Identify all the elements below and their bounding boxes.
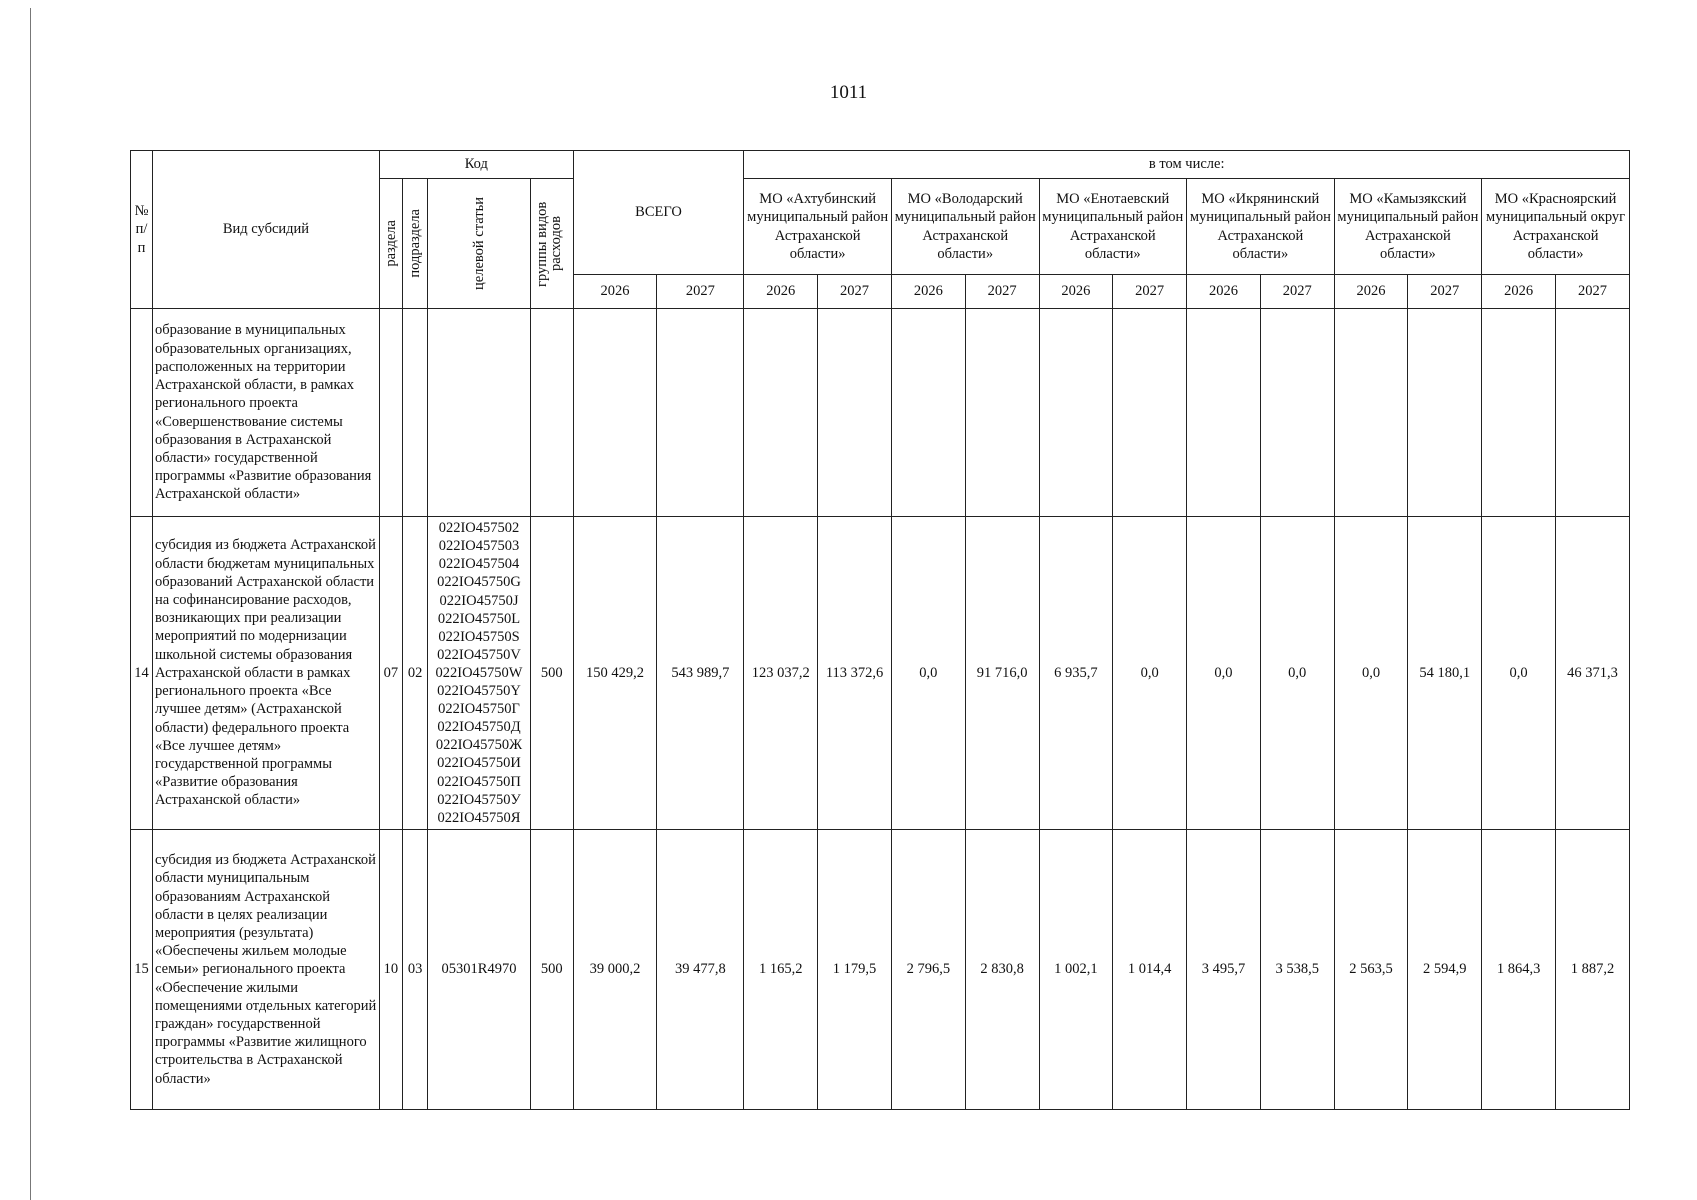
header-kod-gruppy-vidov: группы видов расходов bbox=[530, 179, 573, 309]
target-code: 022IO45750W bbox=[435, 664, 523, 681]
value-cell bbox=[1334, 309, 1408, 517]
value-cell: 1 014,4 bbox=[1113, 830, 1187, 1110]
value-cell: 2 796,5 bbox=[891, 830, 965, 1110]
target-code: 022IO45750П bbox=[437, 773, 521, 790]
value-cell bbox=[1482, 309, 1556, 517]
target-code: 022IO457504 bbox=[438, 556, 520, 573]
header-year: 2027 bbox=[1260, 275, 1334, 309]
header-year: 2026 bbox=[891, 275, 965, 309]
value-cell: 2 830,8 bbox=[965, 830, 1039, 1110]
value-cell bbox=[818, 309, 892, 517]
target-code: 022IO45750S bbox=[438, 628, 520, 645]
header-kod-celevaya-statya: целевой статьи bbox=[428, 179, 530, 309]
value-cell bbox=[657, 309, 744, 517]
kod-razdel bbox=[379, 309, 402, 517]
value-cell: 1 179,5 bbox=[818, 830, 892, 1110]
target-code: 022IO45750Я bbox=[437, 809, 521, 826]
value-cell: 91 716,0 bbox=[965, 517, 1039, 830]
value-cell bbox=[1555, 309, 1629, 517]
header-year: 2026 bbox=[744, 275, 818, 309]
header-year: 2026 bbox=[1334, 275, 1408, 309]
value-cell bbox=[573, 309, 657, 517]
value-cell: 3 495,7 bbox=[1187, 830, 1261, 1110]
value-cell bbox=[891, 309, 965, 517]
value-cell: 1 002,1 bbox=[1039, 830, 1113, 1110]
header-year: 2026 bbox=[573, 275, 657, 309]
kod-podrazdel bbox=[402, 309, 427, 517]
value-cell: 150 429,2 bbox=[573, 517, 657, 830]
header-year: 2026 bbox=[1187, 275, 1261, 309]
target-code: 022IO45750Y bbox=[437, 683, 521, 700]
value-cell: 0,0 bbox=[1113, 517, 1187, 830]
kod-razdel: 07 bbox=[379, 517, 402, 830]
header-mo-akhtubinsky: МО «Ахтубинский муниципальный район Астраханской области» bbox=[744, 179, 892, 275]
header-kod-razdel: раздела bbox=[379, 179, 402, 309]
value-cell bbox=[744, 309, 818, 517]
value-cell: 1 165,2 bbox=[744, 830, 818, 1110]
value-cell: 123 037,2 bbox=[744, 517, 818, 830]
value-cell bbox=[1113, 309, 1187, 517]
subsidy-description: субсидия из бюджета Астраханской области муниципальным образованиям Астраханской области в целях реализации мероприятия (результата) «Обеспечены жильем молодые семьи» регионального проекта «Обеспечение жилыми помещениями отдельных категорий граждан» государственной программы «Развитие жилищного строительства в Астраханской области» bbox=[153, 830, 380, 1110]
table-row bbox=[131, 309, 1630, 517]
kod-razdel: 10 bbox=[379, 830, 402, 1110]
kod-gvr: 500 bbox=[530, 830, 573, 1110]
target-code: 05301R4970 bbox=[441, 961, 517, 978]
value-cell: 0,0 bbox=[1187, 517, 1261, 830]
subsidy-table bbox=[130, 150, 1630, 1110]
target-code: 022IO45750G bbox=[437, 574, 521, 591]
kod-celevaya-statya bbox=[428, 309, 530, 517]
header-vid-subsidiy: Вид субсидий bbox=[153, 151, 380, 309]
header-mo-krasnoyarsky: МО «Красноярский муниципальный округ Астраханской области» bbox=[1482, 179, 1630, 275]
value-cell: 39 000,2 bbox=[573, 830, 657, 1110]
kod-gvr: 500 bbox=[530, 517, 573, 830]
value-cell: 543 989,7 bbox=[657, 517, 744, 830]
subsidy-description: образование в муниципальных образовательных организациях, расположенных на территории Астраханской области, в рамках регионального проекта «Совершенствование системы образования в Астраханской области» государственной программы «Развитие образования Астраханской области» bbox=[153, 309, 380, 517]
row-number: 15 bbox=[131, 830, 153, 1110]
header-mo-kamyzyaksky: МО «Камызякский муниципальный район Астраханской области» bbox=[1334, 179, 1482, 275]
value-cell: 0,0 bbox=[891, 517, 965, 830]
header-year: 2027 bbox=[818, 275, 892, 309]
target-code: 022IO45750J bbox=[439, 592, 519, 609]
target-code: 022IO45750V bbox=[437, 646, 521, 663]
value-cell bbox=[1260, 309, 1334, 517]
value-cell: 39 477,8 bbox=[657, 830, 744, 1110]
value-cell bbox=[1187, 309, 1261, 517]
value-cell: 0,0 bbox=[1482, 517, 1556, 830]
header-mo-enotaevsky: МО «Енотаевский муниципальный район Астраханской области» bbox=[1039, 179, 1187, 275]
value-cell: 2 594,9 bbox=[1408, 830, 1482, 1110]
value-cell bbox=[965, 309, 1039, 517]
target-code: 022IO45750У bbox=[437, 791, 521, 808]
value-cell: 3 538,5 bbox=[1260, 830, 1334, 1110]
target-code: 022IO45750Г bbox=[438, 701, 520, 718]
table-row bbox=[131, 830, 1630, 1110]
value-cell: 1 864,3 bbox=[1482, 830, 1556, 1110]
target-code: 022IO457502 bbox=[438, 520, 520, 537]
kod-podrazdel: 02 bbox=[402, 517, 427, 830]
header-year: 2027 bbox=[657, 275, 744, 309]
value-cell: 54 180,1 bbox=[1408, 517, 1482, 830]
header-kod-podrazdel: подраздела bbox=[402, 179, 427, 309]
value-cell: 6 935,7 bbox=[1039, 517, 1113, 830]
value-cell bbox=[1039, 309, 1113, 517]
kod-celevaya-statya bbox=[428, 830, 530, 1110]
table-row bbox=[131, 517, 1630, 830]
value-cell bbox=[1408, 309, 1482, 517]
subsidy-description: субсидия из бюджета Астраханской области бюджетам муниципальных образований Астраханской области на софинансирование расходов, возникающих при реализации мероприятий по модернизации школьной системы образования Астраханской области в рамках регионального проекта «Все лучшее детям» (Астраханской области) федерального проекта «Все лучшее детям» государственной программы «Развитие образования Астраханской области» bbox=[153, 517, 380, 830]
header-year: 2027 bbox=[1113, 275, 1187, 309]
target-code: 022IO45750Ж bbox=[435, 737, 523, 754]
kod-gvr bbox=[530, 309, 573, 517]
header-vsego: ВСЕГО bbox=[573, 151, 744, 275]
target-code: 022IO45750И bbox=[437, 755, 521, 772]
kod-celevaya-statya bbox=[428, 517, 530, 830]
kod-podrazdel: 03 bbox=[402, 830, 427, 1110]
value-cell: 1 887,2 bbox=[1555, 830, 1629, 1110]
value-cell: 0,0 bbox=[1260, 517, 1334, 830]
header-mo-volodarsky: МО «Володарский муниципальный район Астраханской области» bbox=[891, 179, 1039, 275]
header-year: 2026 bbox=[1039, 275, 1113, 309]
page-left-border bbox=[30, 8, 31, 1200]
row-number: 14 bbox=[131, 517, 153, 830]
header-year: 2027 bbox=[1555, 275, 1629, 309]
header-mo-ikryaninsky: МО «Икрянинский муниципальный район Астраханской области» bbox=[1187, 179, 1335, 275]
header-year: 2027 bbox=[965, 275, 1039, 309]
header-v-tom-chisle: в том числе: bbox=[744, 151, 1630, 179]
header-year: 2027 bbox=[1408, 275, 1482, 309]
header-year: 2026 bbox=[1482, 275, 1556, 309]
target-code: 022IO45750Д bbox=[437, 719, 521, 736]
value-cell: 0,0 bbox=[1334, 517, 1408, 830]
row-number bbox=[131, 309, 153, 517]
header-num: № п/п bbox=[131, 151, 153, 309]
header-kod: Код bbox=[379, 151, 573, 179]
value-cell: 46 371,3 bbox=[1555, 517, 1629, 830]
value-cell: 113 372,6 bbox=[818, 517, 892, 830]
target-code: 022IO45750L bbox=[437, 610, 521, 627]
target-code: 022IO457503 bbox=[438, 538, 520, 555]
page-number: 1011 bbox=[829, 82, 868, 103]
value-cell: 2 563,5 bbox=[1334, 830, 1408, 1110]
